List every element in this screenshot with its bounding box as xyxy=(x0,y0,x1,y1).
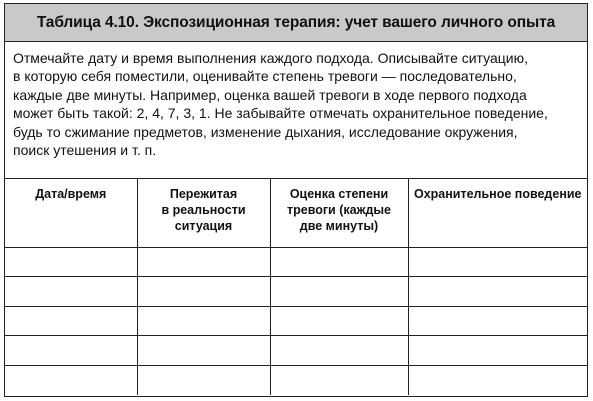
table-cell[interactable] xyxy=(270,306,408,336)
table-row xyxy=(5,365,587,395)
column-header-safety-behavior xyxy=(408,179,587,247)
instructions-line: поиск утешения и т. п. xyxy=(13,142,157,159)
column-header-anxiety-rating xyxy=(270,179,408,247)
column-header-line: тревоги (каждые xyxy=(286,203,392,217)
exposure-log-table xyxy=(5,179,587,395)
table-row xyxy=(5,336,587,366)
column-header-line: Оценка степени xyxy=(289,187,389,201)
instructions-line: каждые две минуты. Например, оценка вашей тревоги в ходе первого подхода xyxy=(13,86,527,103)
table-cell[interactable] xyxy=(408,336,587,366)
table-row xyxy=(5,306,587,336)
column-header-datetime xyxy=(5,179,137,247)
table-cell[interactable] xyxy=(270,247,408,277)
instructions-line: может быть такой: 2, 4, 7, 3, 1. Не забывайте отмечать охранительное поведение, xyxy=(13,105,548,122)
instructions-line: в которую себя поместили, оценивайте степень тревоги — последовательно, xyxy=(13,68,517,85)
table-cell[interactable] xyxy=(137,306,270,336)
instructions-line: будь то сжимание предметов, изменение дыхания, исследование окружения, xyxy=(13,123,518,140)
table-cell[interactable] xyxy=(408,277,587,307)
table-row xyxy=(5,277,587,307)
table-cell[interactable] xyxy=(5,247,137,277)
column-header-line: Пережитая xyxy=(169,187,238,201)
table-cell[interactable] xyxy=(137,336,270,366)
table-cell[interactable] xyxy=(5,277,137,307)
table-cell[interactable] xyxy=(137,365,270,395)
column-header-line: Дата/время xyxy=(35,187,107,201)
table-cell[interactable] xyxy=(270,336,408,366)
table-cell[interactable] xyxy=(5,306,137,336)
table-row xyxy=(5,247,587,277)
column-header-line: ситуация xyxy=(174,219,233,233)
column-header-line: в реальности xyxy=(161,203,246,217)
table-cell[interactable] xyxy=(408,247,587,277)
table-title: Таблица 4.10. Экспозиционная терапия: учет вашего личного опыта xyxy=(36,13,556,31)
column-header-situation xyxy=(137,179,270,247)
table-cell[interactable] xyxy=(270,365,408,395)
table-cell[interactable] xyxy=(270,277,408,307)
column-header-line: Охранительное поведение xyxy=(413,187,582,201)
table-cell[interactable] xyxy=(408,306,587,336)
table-cell[interactable] xyxy=(137,247,270,277)
instructions-block xyxy=(5,42,587,179)
table-cell[interactable] xyxy=(408,365,587,395)
table-title-bar xyxy=(5,4,587,42)
table-cell[interactable] xyxy=(5,336,137,366)
document-table-frame xyxy=(4,3,588,397)
table-cell[interactable] xyxy=(137,277,270,307)
column-header-line: две минуты) xyxy=(299,219,379,233)
table-header-row xyxy=(5,179,587,247)
instructions-line: Отмечайте дату и время выполнения каждого подхода. Описывайте ситуацию, xyxy=(13,50,528,66)
table-cell[interactable] xyxy=(5,365,137,395)
